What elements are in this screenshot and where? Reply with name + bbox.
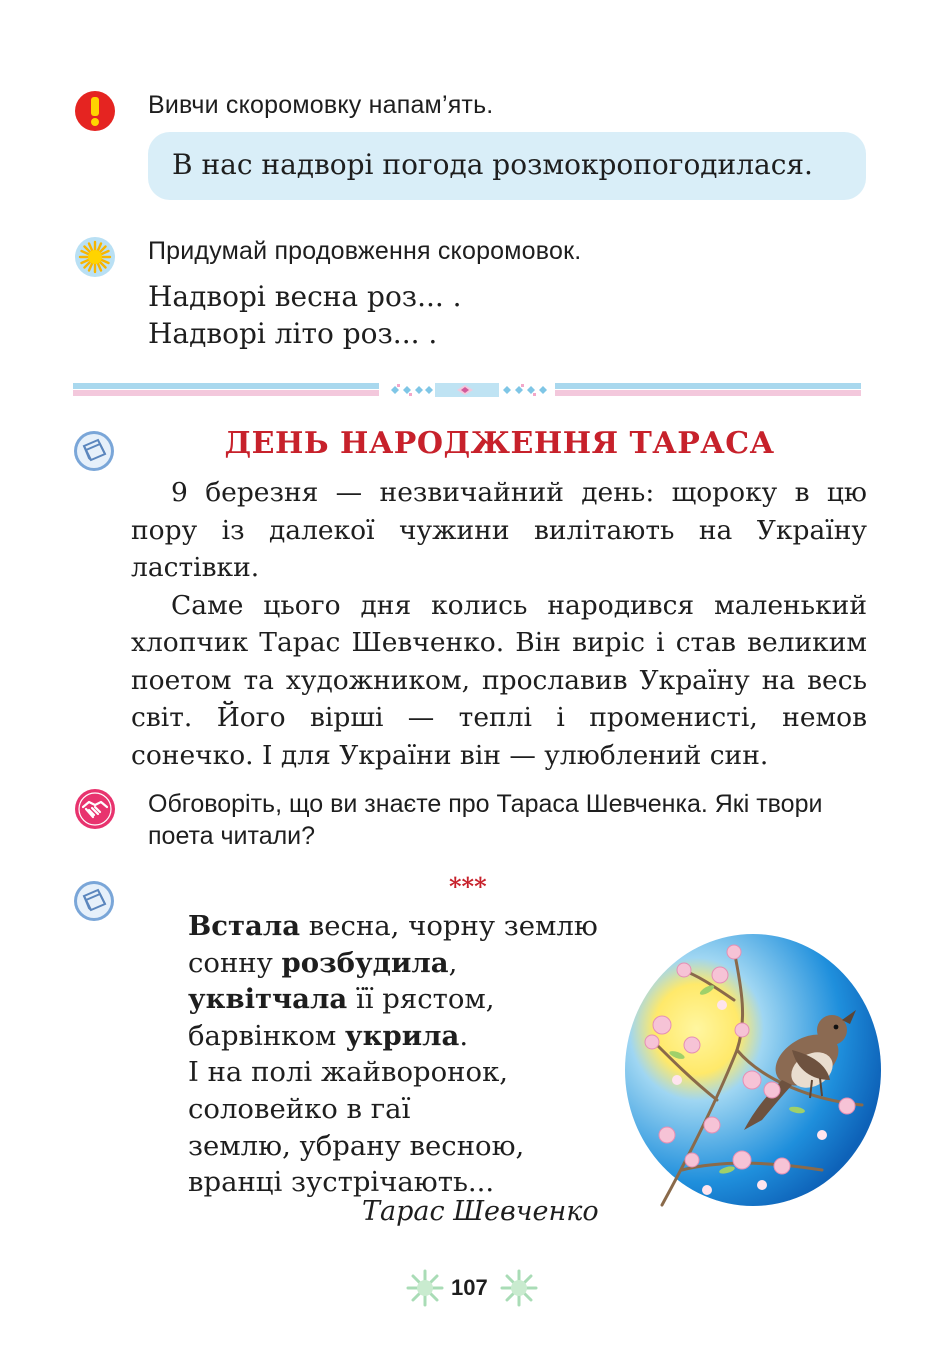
tongue-twister-line-2: Надворі літо роз... .	[148, 317, 438, 350]
poem-text: землю, убрану весною,	[188, 1129, 525, 1162]
bird-illustration	[622, 930, 884, 1210]
story-title: ДЕНЬ НАРОДЖЕННЯ ТАРАСА	[224, 426, 775, 461]
poem-bold-word: уквітчала	[188, 983, 348, 1016]
story-text	[131, 474, 867, 774]
poem-text: ,	[448, 946, 458, 979]
poem-author: Тарас Шевченко	[362, 1196, 599, 1227]
poem-line	[188, 981, 598, 1018]
poem-text: сонну	[188, 946, 282, 979]
story-paragraph: Саме цього дня колись народився маленький хлопчик Тарас Шевченко. Він виріс і став великим поетом та художником, прославив Україну на весь світ. Його вірші — теплі і променисті, немов сонечко. І для України він — улюблений син.	[131, 589, 867, 771]
page-number: 107	[451, 1275, 488, 1300]
poem-text: весна, чорну землю	[300, 910, 598, 942]
poem-line	[188, 1018, 598, 1055]
poem-line	[188, 908, 598, 945]
book-icon	[73, 880, 115, 922]
story-paragraph: 9 березня — незвичайний день: щороку в цю пору із далекої чужини вилітають на Україну ластівки.	[131, 477, 867, 583]
poem-line	[188, 945, 598, 982]
task-instruction-memorize: Вивчи скоромовку напам’ять.	[148, 91, 494, 119]
sun-icon	[74, 236, 116, 278]
exclamation-icon	[74, 90, 116, 132]
poem-line	[188, 1091, 598, 1128]
poem-bold-word: Встала	[188, 910, 301, 942]
poem-body	[188, 908, 598, 1201]
tongue-twister-text: В нас надворі погода розмокропогодилася.	[172, 148, 813, 181]
poem-text: вранці зустрічають...	[188, 1166, 495, 1199]
discussion-prompt: Обговоріть, що ви знаєте про Тараса Шевченка. Які твори поета читали?	[148, 790, 823, 850]
task-instruction-continue: Придумай продовження скоромовок.	[148, 237, 582, 265]
poem-text: соловейко в гаї	[188, 1092, 411, 1125]
snowflake-ornament-icon	[499, 1268, 539, 1308]
book-icon	[73, 430, 115, 472]
poem-bold-word: розбудила	[281, 946, 449, 979]
section-divider	[73, 380, 861, 400]
handshake-icon	[74, 788, 116, 830]
poem-line	[188, 1054, 598, 1091]
poem-stars: ***	[449, 872, 487, 901]
poem-bold-word: укрила	[345, 1019, 460, 1052]
tongue-twister-line-1: Надворі весна роз... .	[148, 280, 462, 313]
poem-line	[188, 1128, 598, 1165]
poem-text: барвінком	[188, 1019, 346, 1052]
poem-text: І на полі жайворонок,	[188, 1056, 508, 1089]
snowflake-ornament-icon	[405, 1268, 445, 1308]
poem-text: її рястом,	[347, 983, 495, 1016]
tongue-twister-box	[148, 132, 866, 200]
poem-text: .	[459, 1019, 469, 1052]
